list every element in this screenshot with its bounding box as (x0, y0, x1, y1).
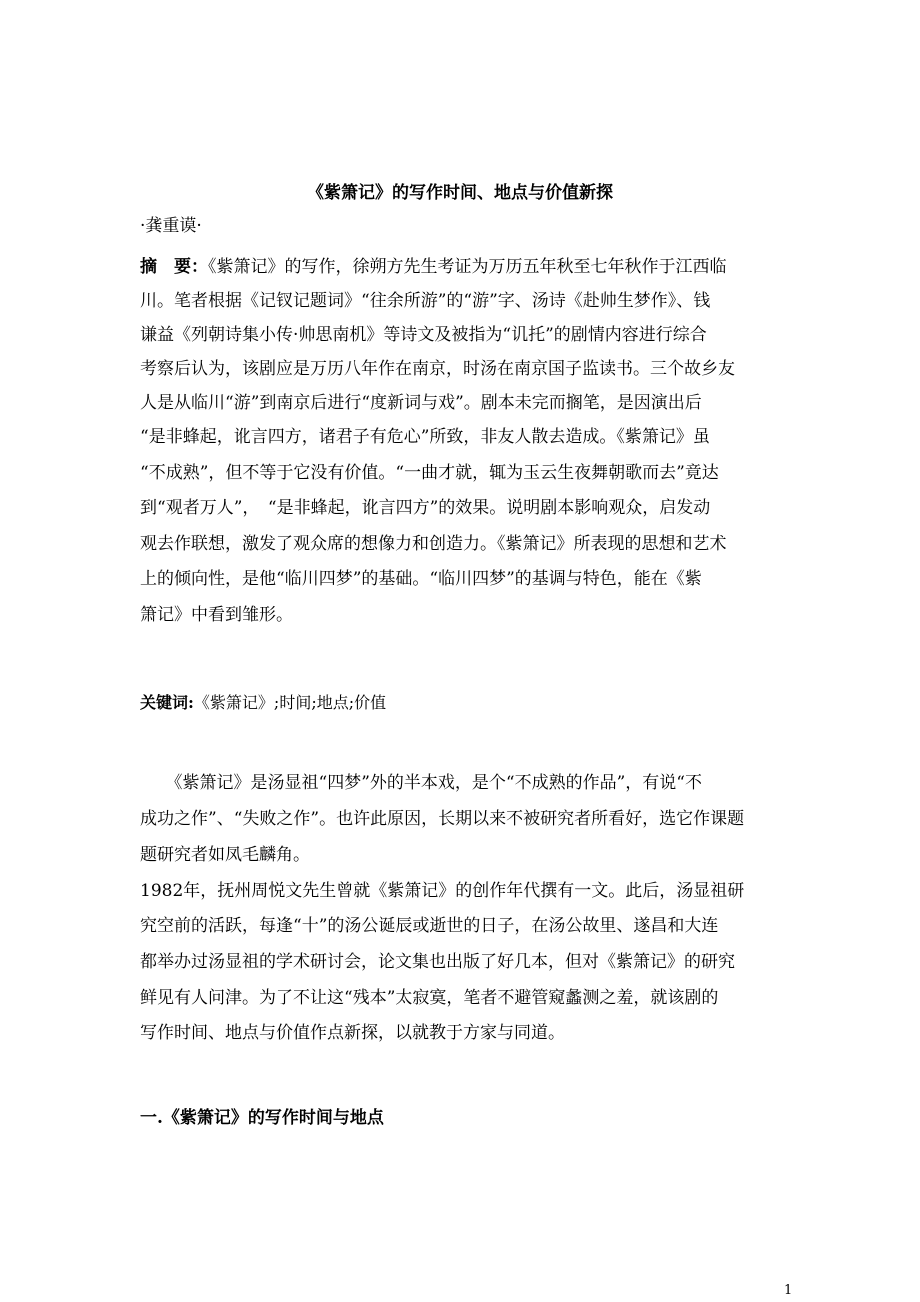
abstract-line: 考察后认为，该剧应是万历八年作在南京，时汤在南京国子监读书。三个故乡友 (140, 359, 735, 379)
abstract-line: “是非蜂起，讹言四方，诸君子有危心”所致，非友人散去造成。《紫箫记》虽 (140, 427, 710, 447)
page-number: 1 (784, 1283, 793, 1298)
abstract-line: 观去作联想，激发了观众席的想像力和创造力。《紫箫记》所表现的思想和艺术 (140, 534, 727, 554)
abstract-line: 人是从临川“游”到南京后进行“度新词与戏”。剧本未完而搁笔，是因演出后 (140, 393, 702, 413)
abstract-line: 上的倾向性，是他“临川四梦”的基础。“临川四梦”的基调与特色，能在《紫 (140, 569, 702, 589)
abstract-line: 谦益《列朝诗集小传·帅思南机》等诗文及被指为“讥托”的剧情内容进行综合 (140, 325, 707, 345)
body-line: 究空前的活跃，每逢“十”的汤公诞辰或逝世的日子，在汤公故里、遂昌和大连 (140, 916, 719, 936)
abstract-label: 摘 要： (140, 257, 208, 277)
abstract-line: 箫记》中看到雏形。 (140, 605, 293, 625)
keywords-text: 《紫箫记》;时间;地点;价值 (193, 693, 387, 712)
document-title: 《紫箫记》的写作时间、地点与价值新探 (307, 183, 613, 203)
author-name: ·龚重谟· (140, 216, 202, 236)
keywords-label: 关键词: (140, 693, 194, 712)
abstract-line: 到“观者万人”， “是非蜂起，讹言四方”的效果。说明剧本影响观众，启发动 (140, 498, 711, 518)
abstract-line: 川。笔者根据《记钗记题词》“往余所游”的“游”字、汤诗《赴帅生梦作》、钱 (140, 291, 711, 311)
body-line: 题研究者如凤毛麟角。 (140, 845, 310, 865)
body-line: 鲜见有人问津。为了不让这“残本”太寂寞，笔者不避管窥蠡测之羞，就该剧的 (140, 988, 719, 1008)
body-line: 《紫箫记》是汤显祖“四梦”外的半本戏，是个“不成熟的作品”，有说“不 (140, 773, 702, 793)
body-line: 成功之作”、“失败之作”。也许此原因，长期以来不被研究者所看好，选它作课题 (140, 809, 745, 829)
abstract-line (140, 254, 727, 280)
abstract-line: “不成熟”，但不等于它没有价值。“一曲才就，辄为玉云生夜舞朝歌而去”竟达 (140, 463, 719, 483)
body-line: 写作时间、地点与价值作点新探，以就教于方家与同道。 (140, 1023, 565, 1043)
keywords (140, 690, 386, 716)
section-heading: 一.《紫箫记》的写作时间与地点 (140, 1108, 384, 1128)
body-line: 1982年，抚州周悦文先生曾就《紫箫记》的创作年代撰有一文。此后，汤显祖研 (140, 881, 745, 901)
abstract-text: 《紫箫记》的写作，徐朔方先生考证为万历五年秋至七年秋作于江西临 (208, 257, 727, 277)
body-line: 都举办过汤显祖的学术研讨会，论文集也出版了好几本，但对《紫箫记》的研究 (140, 952, 735, 972)
